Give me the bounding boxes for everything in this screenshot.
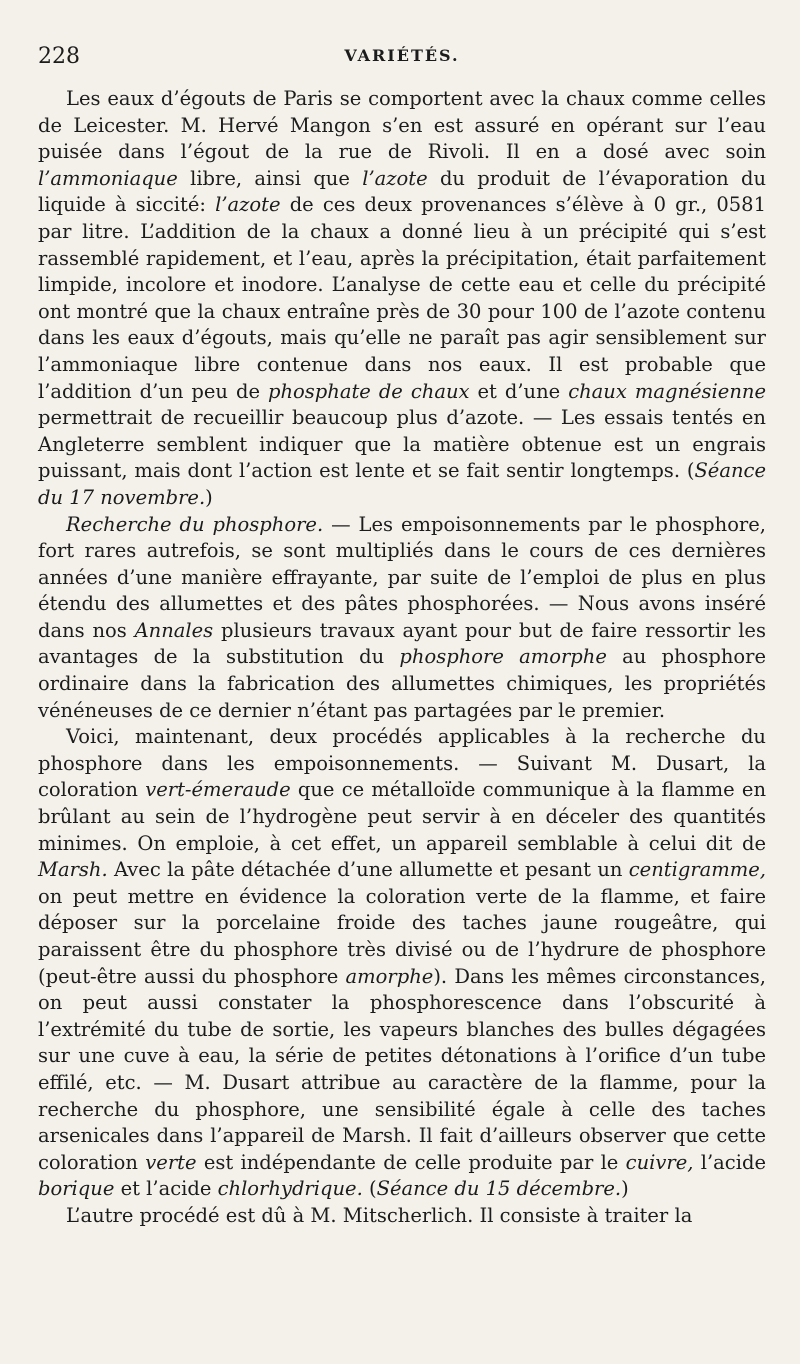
body-text bbox=[38, 86, 766, 1230]
paragraph bbox=[38, 512, 766, 725]
text-segment: libre, ainsi que bbox=[177, 166, 363, 190]
italic-text: amorphe bbox=[345, 964, 434, 988]
italic-text: Recherche du phosphore. bbox=[66, 512, 324, 536]
text-segment: ( bbox=[362, 1177, 377, 1201]
italic-text: chaux magnésienne bbox=[568, 379, 766, 403]
page-number: 228 bbox=[38, 44, 80, 69]
paragraph bbox=[38, 86, 766, 512]
text-segment: au phosphore ordinaire dans la fabrication des allumettes chimiques, les propriétés vénéneuses de ce dernier n’étant pas partagées par le premier. bbox=[38, 645, 767, 722]
text-segment: et d’une bbox=[469, 379, 569, 403]
text-segment: Voici, maintenant, deux procédés applicables à la recherche du phosphore dans les empoisonnements. — Suivant M. Dusart, la coloration bbox=[38, 725, 766, 802]
italic-text: Séance du 17 novembre. bbox=[38, 459, 766, 509]
italic-text: verte bbox=[145, 1150, 197, 1174]
text-segment: plusieurs travaux ayant pour but de faire ressortir les avantages de la substitution du bbox=[38, 618, 766, 669]
text-segment: et l’acide bbox=[114, 1177, 218, 1201]
italic-text: l’azote bbox=[362, 166, 428, 190]
page-header bbox=[38, 38, 766, 86]
italic-text: vert-émeraude bbox=[145, 778, 291, 802]
paragraph bbox=[38, 1203, 766, 1230]
italic-text: Marsh. bbox=[38, 858, 108, 882]
text-segment: ) bbox=[621, 1177, 629, 1201]
italic-text: phosphate de chaux bbox=[268, 379, 470, 403]
text-segment: l’acide bbox=[693, 1150, 766, 1174]
italic-text: phosphore amorphe bbox=[399, 645, 607, 669]
italic-text: l’azote bbox=[215, 193, 281, 217]
paragraph bbox=[38, 724, 766, 1203]
text-segment: Les eaux d’égouts de Paris se comportent avec la chaux comme celles de Leicester. M. Hervé Mangon s’en est assuré en opérant sur l’eau puisée dans l’égout de la rue de Rivoli. Il en a dosé avec soin bbox=[38, 87, 766, 164]
text-segment: ). Dans les mêmes circonstances, on peut aussi constater la phosphorescence dans l’obscurité à l’extrémité du tube de sortie, les vapeurs blanches des bulles dégagées sur une cuve à eau, la série de petites détonations à l’orifice d’un tube effilé, etc. — M. Dusart attribue au caractère de la flamme, pour la recherche du phosphore, une sensibilité égale à celle des taches arsenicales dans l’appareil de Marsh. Il fait d’ailleurs observer que cette coloration bbox=[38, 964, 766, 1174]
text-segment: que ce métalloïde communique à la flamme en brûlant au sein de l’hydrogène peut servir à en déceler des quantités minimes. On emploie, à cet effet, un appareil semblable à celui dit de bbox=[38, 778, 766, 855]
text-segment: est indépendante de celle produite par le bbox=[196, 1150, 626, 1174]
text-segment: de ces deux provenances s’élève à 0 gr., 0581 par litre. L’addition de la chaux a donné lieu à un précipité qui s’est rassemblé rapidement, et l’eau, après la précipitation, était parfaitement limpide, incolore et inodore. L’analyse de cette eau et celle du précipité ont montré que la chaux entraîne près de 30 pour 100 de l’azote contenu dans les eaux d’égouts, mais qu’elle ne paraît pas agir sensiblement sur l’ammoniaque libre contenue dans nos eaux. Il est probable que l’addition d’un peu de bbox=[38, 193, 766, 403]
italic-text: chlorhydrique. bbox=[217, 1177, 363, 1201]
text-segment: — Les empoisonnements par le phosphore, fort rares autrefois, se sont multipliés dans le cours de ces dernières années d’une manière effrayante, par suite de l’emploi de plus en plus étendu des allumettes et des pâtes phosphorées. — Nous avons inséré dans nos bbox=[38, 512, 766, 642]
text-segment: du produit de l’évaporation du liquide à siccité: bbox=[38, 166, 766, 217]
text-segment: Avec la pâte détachée d’une allumette et pesant un bbox=[107, 858, 629, 882]
italic-text: l’ammoniaque bbox=[38, 166, 178, 190]
italic-text: centigramme, bbox=[628, 858, 766, 882]
running-head: VARIÉTÉS. bbox=[344, 46, 460, 65]
italic-text: Séance du 15 décembre. bbox=[376, 1177, 622, 1201]
italic-text: borique bbox=[38, 1177, 115, 1201]
text-segment: ) bbox=[205, 485, 213, 509]
text-segment: permettrait de recueillir beaucoup plus d’azote. — Les essais tentés en Angleterre semblent indiquer que la matière obtenue est un engrais puissant, mais dont l’action est lente et se fait sentir longtemps. ( bbox=[38, 406, 766, 483]
italic-text: Annales bbox=[134, 618, 214, 642]
text-segment: on peut mettre en évidence la coloration verte de la flamme, et faire déposer sur la porcelaine froide des taches jaune rougeâtre, qui paraissent être du phosphore très divisé ou de l’hydrure de phosphore (peut-être aussi du phosphore bbox=[38, 884, 766, 988]
text-segment: L’autre procédé est dû à M. Mitscherlich. Il consiste à traiter la bbox=[66, 1203, 693, 1227]
italic-text: cuivre, bbox=[625, 1150, 694, 1174]
